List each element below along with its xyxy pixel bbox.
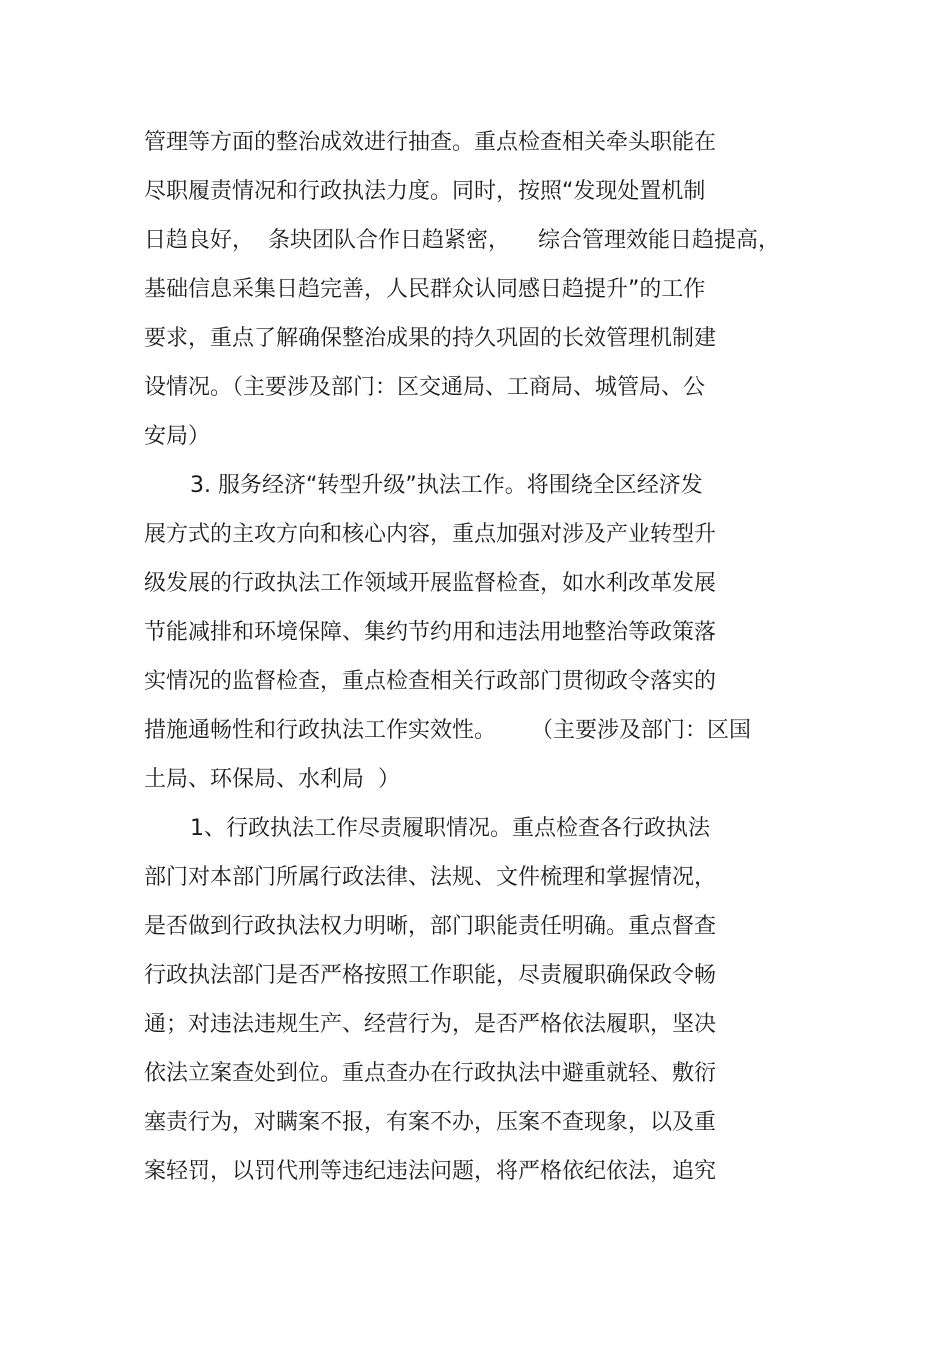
text-line: 依法立案查处到位。重点查办在行政执法中避重就轻、敷衍 [144, 1061, 717, 1086]
text-line: 安局） [144, 424, 211, 449]
text-line: 行政执法部门是否严格按照工作职能，尽责履职确保政令畅 [144, 963, 717, 988]
text-line: 土局、环保局、水利局 ） [144, 767, 400, 792]
text-line: 节能减排和环境保障、集约节约用和违法用地整治等政策落 [144, 620, 717, 645]
text-line: 级发展的行政执法工作领域开展监督检查，如水利改革发展 [144, 571, 717, 596]
text-line: 措施通畅性和行政执法工作实效性。 （主要涉及部门：区国 [144, 718, 751, 743]
text-line: 管理等方面的整治成效进行抽查。重点检查相关牵头职能在 [144, 130, 717, 155]
text-line: 案轻罚，以罚代刑等违纪违法问题，将严格依纪依法，追究 [144, 1159, 717, 1184]
text-line: 基础信息采集日趋完善，人民群众认同感日趋提升”的工作 [144, 277, 706, 302]
paragraph-start-line: 3. 服务经济“转型升级”执法工作。将围绕全区经济发 [190, 473, 703, 498]
body-text [144, 118, 804, 1196]
text-line: 展方式的主攻方向和核心内容，重点加强对涉及产业转型升 [144, 522, 717, 547]
text-line: 是否做到行政执法权力明晰，部门职能责任明确。重点督查 [144, 914, 717, 939]
text-line: 通；对违法违规生产、经营行为，是否严格依法履职，坚决 [144, 1012, 717, 1037]
text-line: 部门对本部门所属行政法律、法规、文件梳理和掌握情况， [144, 865, 717, 890]
text-line: 尽职履责情况和行政执法力度。同时，按照“发现处置机制 [144, 179, 706, 204]
text-line: 日趋良好， 条块团队合作日趋紧密， 综合管理效能日趋提高， [144, 228, 780, 253]
text-line: 要求，重点了解确保整治成果的持久巩固的长效管理机制建 [144, 326, 717, 351]
paragraph-start-line: 1、行政执法工作尽责履职情况。重点检查各行政执法 [190, 816, 710, 841]
text-line: 塞责行为，对瞒案不报，有案不办，压案不查现象，以及重 [144, 1110, 717, 1135]
text-line: 实情况的监督检查，重点检查相关行政部门贯彻政令落实的 [144, 669, 717, 694]
text-line: 设情况。（主要涉及部门：区交通局、工商局、城管局、公 [144, 375, 706, 400]
